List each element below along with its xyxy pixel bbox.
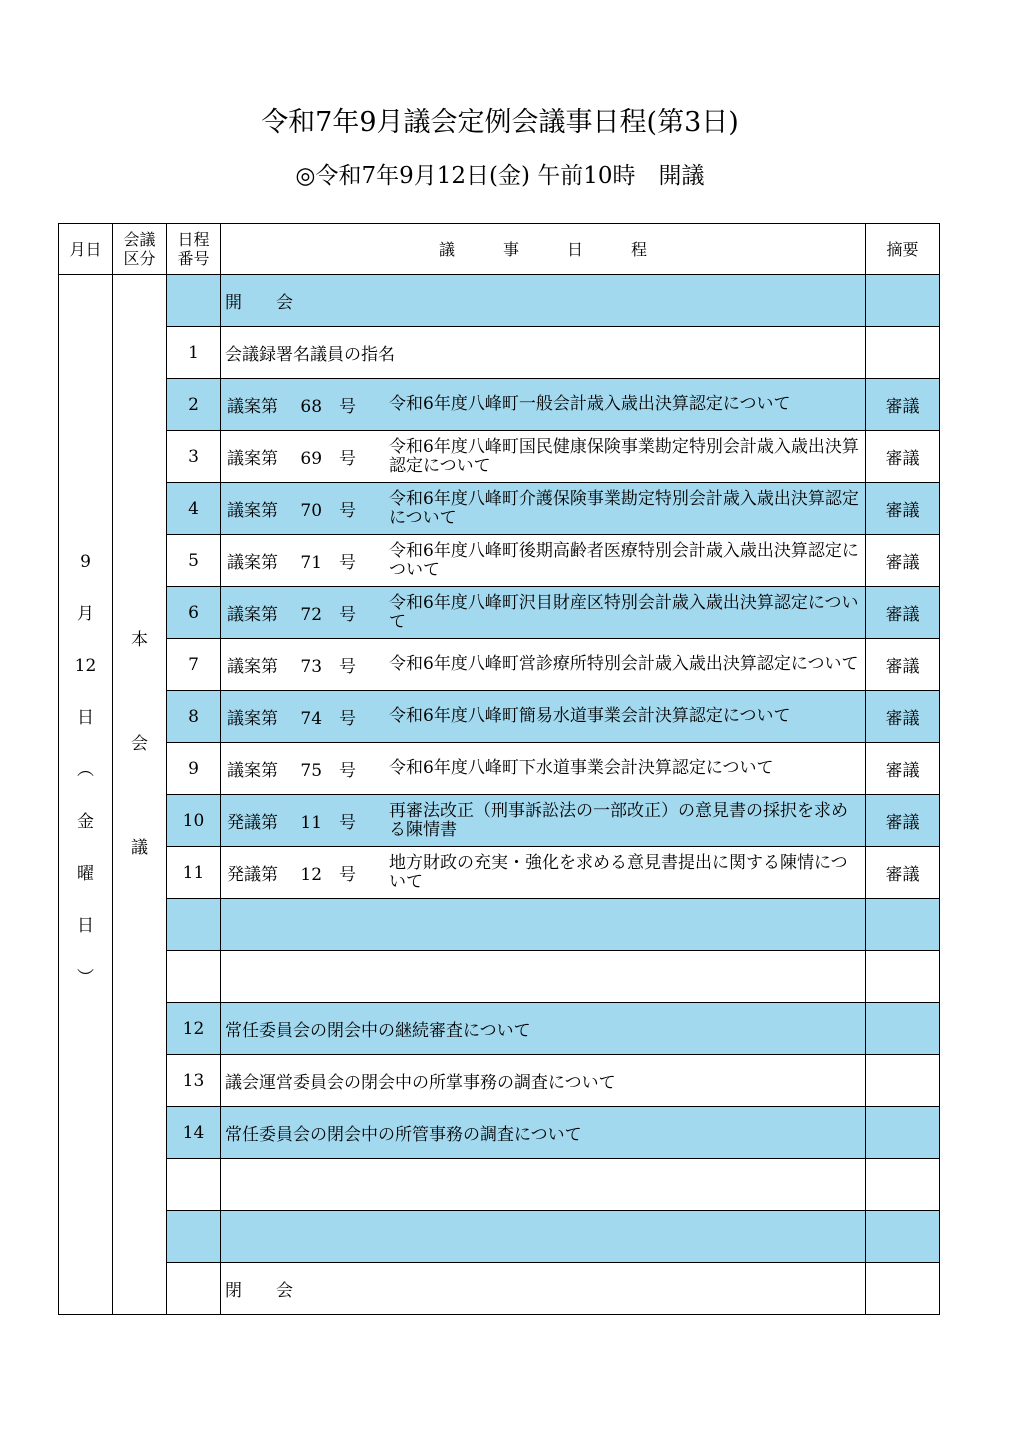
agenda-summary: 審議 — [866, 587, 940, 639]
agenda-row — [59, 379, 940, 431]
agenda-summary — [866, 275, 940, 327]
agenda-row — [59, 899, 940, 951]
bill-title: 令和6年度八峰町沢目財産区特別会計歳入歳出決算認定について — [389, 592, 859, 632]
header-agenda — [221, 224, 866, 275]
document-title: 令和7年9月議会定例会議事日程(第3日) — [261, 107, 739, 138]
agenda-item — [221, 951, 866, 1003]
agenda-number — [167, 1263, 221, 1315]
agenda-item — [221, 743, 866, 795]
agenda-row — [59, 535, 940, 587]
bill-number: 発議第 12 号 — [227, 865, 357, 885]
section-column — [113, 275, 167, 1315]
date-char: 日 — [77, 708, 94, 728]
date-char: ︶ — [77, 968, 94, 988]
agenda-summary — [866, 1159, 940, 1211]
agenda-item-text: 常任委員会の閉会中の継続審査について — [225, 1021, 531, 1041]
agenda-summary: 審議 — [866, 691, 940, 743]
agenda-number — [167, 1211, 221, 1263]
agenda-number: 8 — [167, 691, 221, 743]
agenda-row — [59, 795, 940, 847]
agenda-item-text: 開 会 — [225, 293, 293, 313]
agenda-row — [59, 275, 940, 327]
bill-number: 議案第 68 号 — [227, 397, 357, 417]
agenda-summary: 審議 — [866, 847, 940, 899]
agenda-number: 1 — [167, 327, 221, 379]
agenda-item — [221, 1263, 866, 1315]
agenda-item — [221, 431, 866, 483]
agenda-item — [221, 1055, 866, 1107]
header-section — [113, 224, 167, 275]
header-number — [167, 224, 221, 275]
agenda-number — [167, 1159, 221, 1211]
bill-title: 令和6年度八峰町介護保険事業勘定特別会計歳入歳出決算認定について — [389, 488, 859, 528]
agenda-summary — [866, 951, 940, 1003]
bill-title: 令和6年度八峰町一般会計歳入歳出決算認定について — [389, 394, 791, 414]
agenda-summary: 審議 — [866, 639, 940, 691]
agenda-item — [221, 379, 866, 431]
agenda-item — [221, 899, 866, 951]
agenda-row — [59, 639, 940, 691]
bill-number: 議案第 74 号 — [227, 709, 357, 729]
agenda-item — [221, 1159, 866, 1211]
header-section-label: 会議区分 — [123, 230, 156, 268]
agenda-number: 12 — [167, 1003, 221, 1055]
agenda-summary — [866, 899, 940, 951]
bill-number: 議案第 70 号 — [227, 501, 357, 521]
agenda-number: 3 — [167, 431, 221, 483]
header-row — [59, 224, 940, 275]
agenda-row — [59, 847, 940, 899]
agenda-row — [59, 1263, 940, 1315]
agenda-number: 4 — [167, 483, 221, 535]
agenda-row — [59, 1003, 940, 1055]
date-column — [59, 275, 113, 1315]
agenda-summary — [866, 1263, 940, 1315]
date-char: ︵ — [77, 760, 94, 780]
date-char: 金 — [77, 812, 94, 832]
bill-number: 議案第 75 号 — [227, 761, 357, 781]
agenda-number: 10 — [167, 795, 221, 847]
agenda-number — [167, 951, 221, 1003]
agenda-number: 6 — [167, 587, 221, 639]
bill-number: 議案第 69 号 — [227, 449, 357, 469]
agenda-row — [59, 1107, 940, 1159]
header-number-label: 日程番号 — [177, 230, 210, 268]
bill-title: 令和6年度八峰町後期高齢者医療特別会計歳入歳出決算認定について — [389, 540, 859, 580]
agenda-row — [59, 1211, 940, 1263]
section-char: 議 — [131, 838, 148, 858]
agenda-row — [59, 431, 940, 483]
date-char: 日 — [77, 916, 94, 936]
agenda-item-text: 議会運営委員会の閉会中の所掌事務の調査について — [225, 1073, 616, 1093]
agenda-summary: 審議 — [866, 431, 940, 483]
date-char: 12 — [74, 656, 97, 676]
agenda-row — [59, 1055, 940, 1107]
agenda-item-text: 常任委員会の閉会中の所管事務の調査について — [225, 1125, 582, 1145]
agenda-row — [59, 951, 940, 1003]
agenda-summary: 審議 — [866, 483, 940, 535]
agenda-item — [221, 1211, 866, 1263]
header-summary: 摘要 — [866, 224, 940, 275]
bill-title: 地方財政の充実・強化を求める意見書提出に関する陳情について — [389, 852, 848, 892]
agenda-table — [58, 223, 940, 1315]
bill-title: 再審法改正（刑事訴訟法の一部改正）の意見書の採択を求める陳情書 — [389, 800, 848, 840]
agenda-summary: 審議 — [866, 379, 940, 431]
bill-number: 議案第 71 号 — [227, 553, 357, 573]
agenda-summary: 審議 — [866, 535, 940, 587]
agenda-row — [59, 1159, 940, 1211]
header-agenda-label: 議 事 日 程 — [438, 239, 647, 259]
agenda-number: 7 — [167, 639, 221, 691]
bill-number: 発議第 11 号 — [227, 813, 357, 833]
agenda-item — [221, 275, 866, 327]
agenda-summary — [866, 1211, 940, 1263]
meeting-datetime: ◎令和7年9月12日(金) 午前10時 開議 — [295, 163, 705, 189]
agenda-item — [221, 639, 866, 691]
section-char: 本 — [131, 630, 148, 650]
date-char: 曜 — [77, 864, 94, 884]
agenda-number: 5 — [167, 535, 221, 587]
bill-title: 令和6年度八峰町国民健康保険事業勘定特別会計歳入歳出決算認定について — [389, 436, 859, 476]
agenda-row — [59, 691, 940, 743]
agenda-number — [167, 275, 221, 327]
header-date: 月日 — [59, 224, 113, 275]
agenda-item — [221, 795, 866, 847]
agenda-number: 14 — [167, 1107, 221, 1159]
agenda-row — [59, 327, 940, 379]
section-char: 会 — [131, 734, 148, 754]
agenda-summary: 審議 — [866, 795, 940, 847]
agenda-summary — [866, 1003, 940, 1055]
agenda-row — [59, 743, 940, 795]
date-char: 9 — [80, 552, 91, 572]
bill-title: 令和6年度八峰町営診療所特別会計歳入歳出決算認定について — [389, 654, 859, 674]
agenda-summary — [866, 1107, 940, 1159]
bill-title: 令和6年度八峰町下水道事業会計決算認定について — [389, 758, 774, 778]
agenda-item — [221, 847, 866, 899]
agenda-item — [221, 483, 866, 535]
agenda-summary: 審議 — [866, 743, 940, 795]
agenda-item — [221, 1003, 866, 1055]
bill-number: 議案第 72 号 — [227, 605, 357, 625]
bill-title: 令和6年度八峰町簡易水道事業会計決算認定について — [389, 706, 791, 726]
bill-number: 議案第 73 号 — [227, 657, 357, 677]
agenda-item — [221, 691, 866, 743]
agenda-row — [59, 483, 940, 535]
agenda-number: 13 — [167, 1055, 221, 1107]
agenda-item — [221, 327, 866, 379]
agenda-item-text: 会議録署名議員の指名 — [225, 345, 395, 365]
agenda-item-text: 閉 会 — [225, 1281, 293, 1301]
agenda-item — [221, 1107, 866, 1159]
agenda-summary — [866, 1055, 940, 1107]
date-char: 月 — [77, 604, 94, 624]
agenda-summary — [866, 327, 940, 379]
agenda-item — [221, 587, 866, 639]
agenda-number — [167, 899, 221, 951]
agenda-item — [221, 535, 866, 587]
agenda-row — [59, 587, 940, 639]
agenda-number: 9 — [167, 743, 221, 795]
agenda-number: 11 — [167, 847, 221, 899]
agenda-number: 2 — [167, 379, 221, 431]
